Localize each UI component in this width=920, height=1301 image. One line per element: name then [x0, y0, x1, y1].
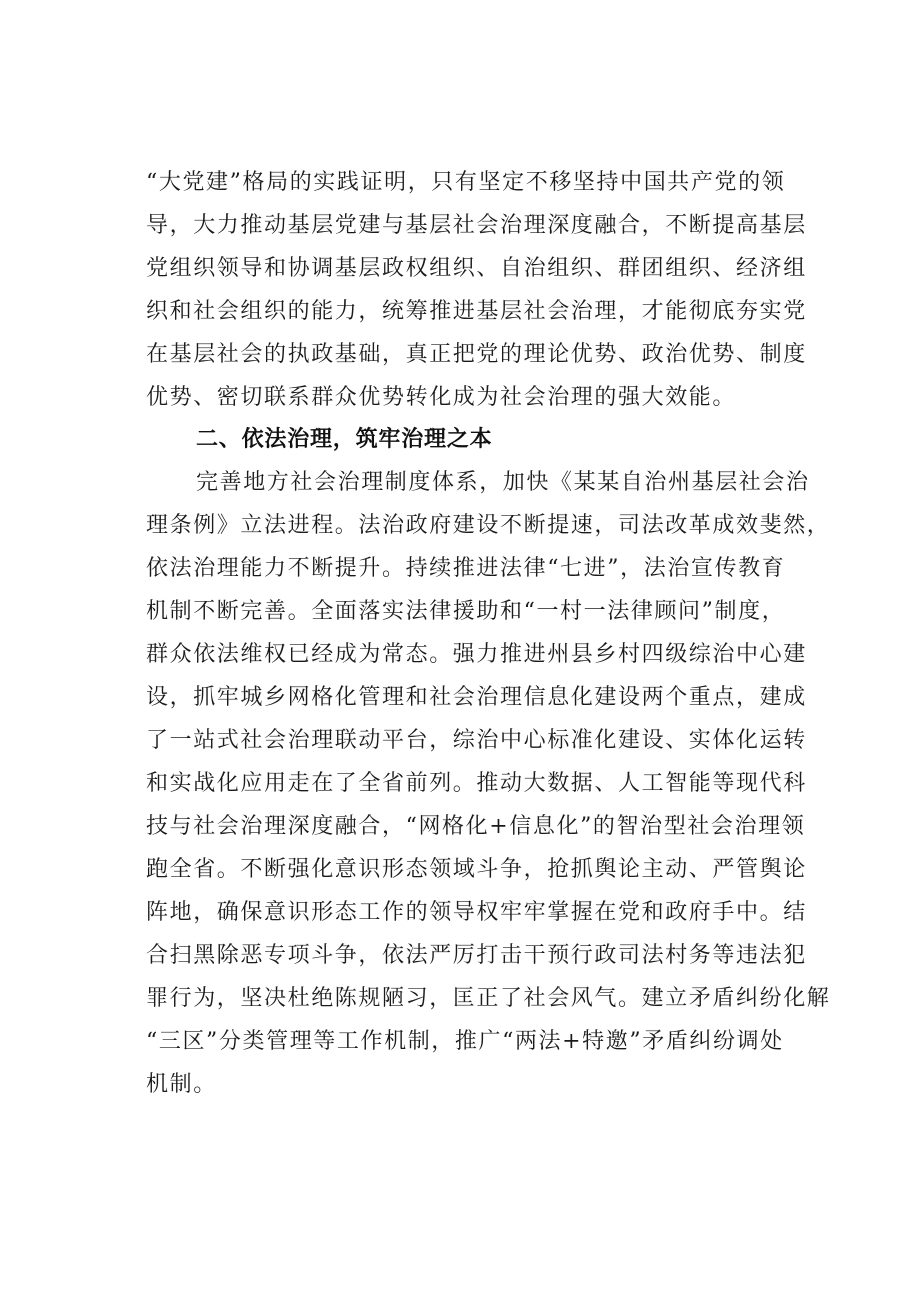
paragraph-2-line-5: 群众依法维权已经成为常态。强力推进州县乡村四级综治中心建 [146, 642, 807, 667]
paragraph-1-line-4: 织和社会组织的能力，统筹推进基层社会治理，才能彻底夯实党 [146, 299, 807, 324]
section-heading: 二、依法治理，筑牢治理之本 [196, 427, 493, 452]
paragraph-2-line-3: 依法治理能力不断提升。持续推进法律“七进”，法治宣传教育 [146, 556, 786, 581]
paragraph-2-line-13: 罪行为，坚决杜绝陈规陋习，匡正了社会风气。建立矛盾纠纷化解 [146, 986, 831, 1011]
paragraph-1-line-5: 在基层社会的执政基础，真正把党的理论优势、政治优势、制度 [146, 342, 807, 367]
paragraph-2-line-1: 完善地方社会治理制度体系，加快《某某自治州基层社会治 [196, 470, 810, 495]
paragraph-2-line-4: 机制不断完善。全面落实法律援助和“一村一法律顾问”制度， [146, 599, 786, 624]
paragraph-2-line-2: 理条例》立法进程。法治政府建设不断提速，司法改革成效斐然， [146, 513, 831, 538]
paragraph-2-line-11: 阵地，确保意识形态工作的领导权牢牢掌握在党和政府手中。结 [146, 900, 807, 925]
paragraph-2-line-9: 技与社会治理深度融合，“网格化+信息化”的智治型社会治理领 [146, 814, 806, 839]
paragraph-1-line-3: 党组织领导和协调基层政权组织、自治组织、群团组织、经济组 [146, 256, 807, 281]
paragraph-2-line-14: “三区”分类管理等工作机制，推广“两法+特邀”矛盾纠纷调处 [146, 1029, 784, 1054]
paragraph-1-line-6: 优势、密切联系群众优势转化成为社会治理的强大效能。 [146, 385, 737, 410]
paragraph-2-line-15: 机制。 [146, 1072, 217, 1097]
paragraph-2-line-7: 了一站式社会治理联动平台，综治中心标准化建设、实体化运转 [146, 728, 807, 753]
paragraph-2-line-6: 设，抓牢城乡网格化管理和社会治理信息化建设两个重点，建成 [146, 685, 807, 710]
paragraph-1-line-2: 导，大力推动基层党建与基层社会治理深度融合，不断提高基层 [146, 213, 807, 238]
paragraph-2-line-10: 跑全省。不断强化意识形态领域斗争，抢抓舆论主动、严管舆论 [146, 857, 807, 882]
paragraph-2-line-8: 和实战化应用走在了全省前列。推动大数据、人工智能等现代科 [146, 771, 807, 796]
paragraph-2-line-12: 合扫黑除恶专项斗争，依法严厉打击干预行政司法村务等违法犯 [146, 943, 807, 968]
paragraph-1-line-1: “大党建”格局的实践证明，只有坚定不移坚持中国共产党的领 [146, 170, 786, 195]
